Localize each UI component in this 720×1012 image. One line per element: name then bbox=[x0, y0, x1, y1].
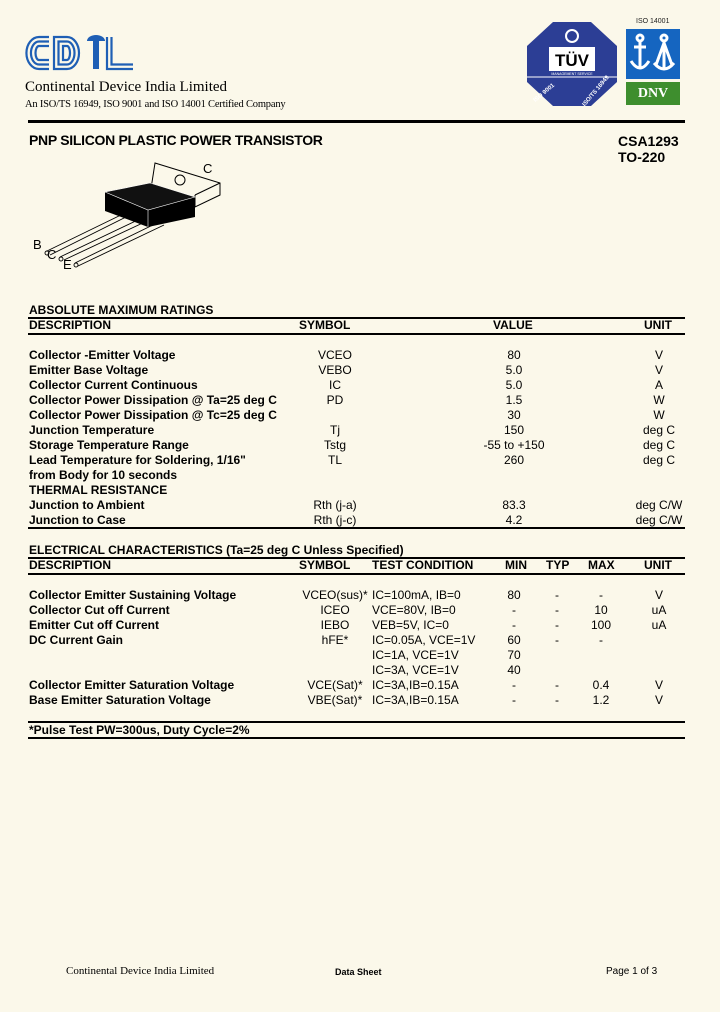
col-description: DESCRIPTION bbox=[29, 558, 112, 572]
col-symbol: SYMBOL bbox=[299, 558, 351, 572]
table-row: Collector Power Dissipation @ Ta=25 deg C PD 1.5 W bbox=[29, 393, 665, 407]
tuv-certification-badge bbox=[527, 22, 617, 106]
abs-max-header-rule bbox=[28, 333, 685, 335]
col-value: VALUE bbox=[493, 318, 533, 332]
to220-package-diagram bbox=[30, 155, 230, 275]
cdil-logo-icon bbox=[25, 33, 135, 73]
svg-text:ISO/TS 16949: ISO/TS 16949 bbox=[581, 74, 611, 106]
pin-label-b: B bbox=[33, 237, 42, 252]
footer-company: Continental Device India Limited bbox=[66, 965, 215, 977]
table-row: DC Current Gain hFE* IC=0.05A, VCE=1V 60 - - bbox=[29, 633, 603, 647]
col-symbol: SYMBOL bbox=[299, 318, 351, 332]
svg-text:TÜV: TÜV bbox=[555, 51, 589, 70]
table-row: Lead Temperature for Soldering, 1/16" TL 260 deg C bbox=[29, 453, 676, 467]
svg-text:ISO 9001: ISO 9001 bbox=[532, 82, 556, 104]
part-number: CSA1293 bbox=[618, 133, 679, 149]
pulse-test-footnote: *Pulse Test PW=300us, Duty Cycle=2% bbox=[29, 723, 250, 737]
table-row: IC=1A, VCE=1V 70 bbox=[372, 648, 521, 662]
footnote-bottom-rule bbox=[28, 737, 685, 739]
table-row: Emitter Base Voltage VEBO 5.0 V bbox=[29, 363, 664, 377]
col-typ: TYP bbox=[546, 558, 570, 572]
pin-label-tab-c: C bbox=[203, 161, 213, 176]
table-row: Collector -Emitter Voltage VCEO 80 V bbox=[29, 348, 664, 362]
footer-doc-type: Data Sheet bbox=[335, 967, 382, 977]
table-row: Collector Emitter Saturation Voltage VCE(Sat)* IC=3A,IB=0.15A - - 0.4 V bbox=[29, 678, 664, 692]
abs-max-section-title: ABSOLUTE MAXIMUM RATINGS bbox=[29, 303, 214, 317]
table-row: Collector Emitter Sustaining Voltage VCEO(sus)* IC=100mA, IB=0 80 - - V bbox=[29, 588, 664, 602]
product-type: PNP SILICON PLASTIC POWER TRANSISTOR bbox=[29, 132, 323, 148]
table-row: Collector Power Dissipation @ Tc=25 deg C 30 W bbox=[29, 408, 665, 422]
table-row: Storage Temperature Range Tstg -55 to +150 deg C bbox=[29, 438, 676, 452]
footer-page-number: Page 1 of 3 bbox=[606, 966, 658, 977]
dnv-text: DNV bbox=[637, 86, 669, 101]
header-divider bbox=[28, 120, 685, 123]
transistor-package-icon bbox=[30, 155, 230, 275]
table-row: Junction to Ambient Rth (j-a) 83.3 deg C/W bbox=[29, 498, 683, 512]
table-row: Base Emitter Saturation Voltage VBE(Sat)* IC=3A,IB=0.15A - - 1.2 V bbox=[29, 693, 664, 707]
col-min: MIN bbox=[505, 558, 527, 572]
col-test-condition: TEST CONDITION bbox=[372, 558, 474, 572]
col-max: MAX bbox=[588, 558, 615, 572]
cdil-logo bbox=[25, 33, 135, 73]
dnv-badge-label: ISO 14001 bbox=[636, 18, 670, 25]
dnv-anchor-icon bbox=[626, 29, 680, 79]
col-description: DESCRIPTION bbox=[29, 318, 112, 332]
pin-label-e: E bbox=[63, 257, 72, 272]
table-row: Emitter Cut off Current IEBO VEB=5V, IC=0 - - 100 uA bbox=[29, 618, 667, 632]
company-name: Continental Device India Limited bbox=[25, 79, 228, 95]
abs-max-bottom-rule bbox=[28, 527, 685, 529]
table-row: from Body for 10 seconds bbox=[29, 468, 178, 482]
dnv-logo bbox=[626, 82, 680, 105]
elec-header-row bbox=[0, 558, 720, 573]
svg-text:MANAGEMENT SERVICE: MANAGEMENT SERVICE bbox=[551, 72, 593, 76]
abs-max-header-row bbox=[0, 318, 720, 333]
table-row: Junction Temperature Tj 150 deg C bbox=[29, 423, 676, 437]
pin-label-c: C bbox=[47, 247, 57, 262]
table-row: IC=3A, VCE=1V 40 bbox=[372, 663, 521, 677]
col-unit: UNIT bbox=[644, 318, 672, 332]
table-row: Collector Cut off Current ICEO VCE=80V, IB=0 - - 10 uA bbox=[29, 603, 667, 617]
elec-section-title: ELECTRICAL CHARACTERISTICS (Ta=25 deg C Unless Specified) bbox=[29, 543, 404, 557]
col-unit: UNIT bbox=[644, 558, 672, 572]
table-row: Junction to Case Rth (j-c) 4.2 deg C/W bbox=[29, 513, 683, 527]
package-type: TO-220 bbox=[618, 149, 666, 165]
thermal-resistance-title: THERMAL RESISTANCE bbox=[29, 483, 168, 497]
table-row: Collector Current Continuous IC 5.0 A bbox=[29, 378, 664, 392]
elec-header-rule bbox=[28, 573, 685, 575]
certification-line: An ISO/TS 16949, ISO 9001 and ISO 14001 Certified Company bbox=[25, 99, 286, 110]
